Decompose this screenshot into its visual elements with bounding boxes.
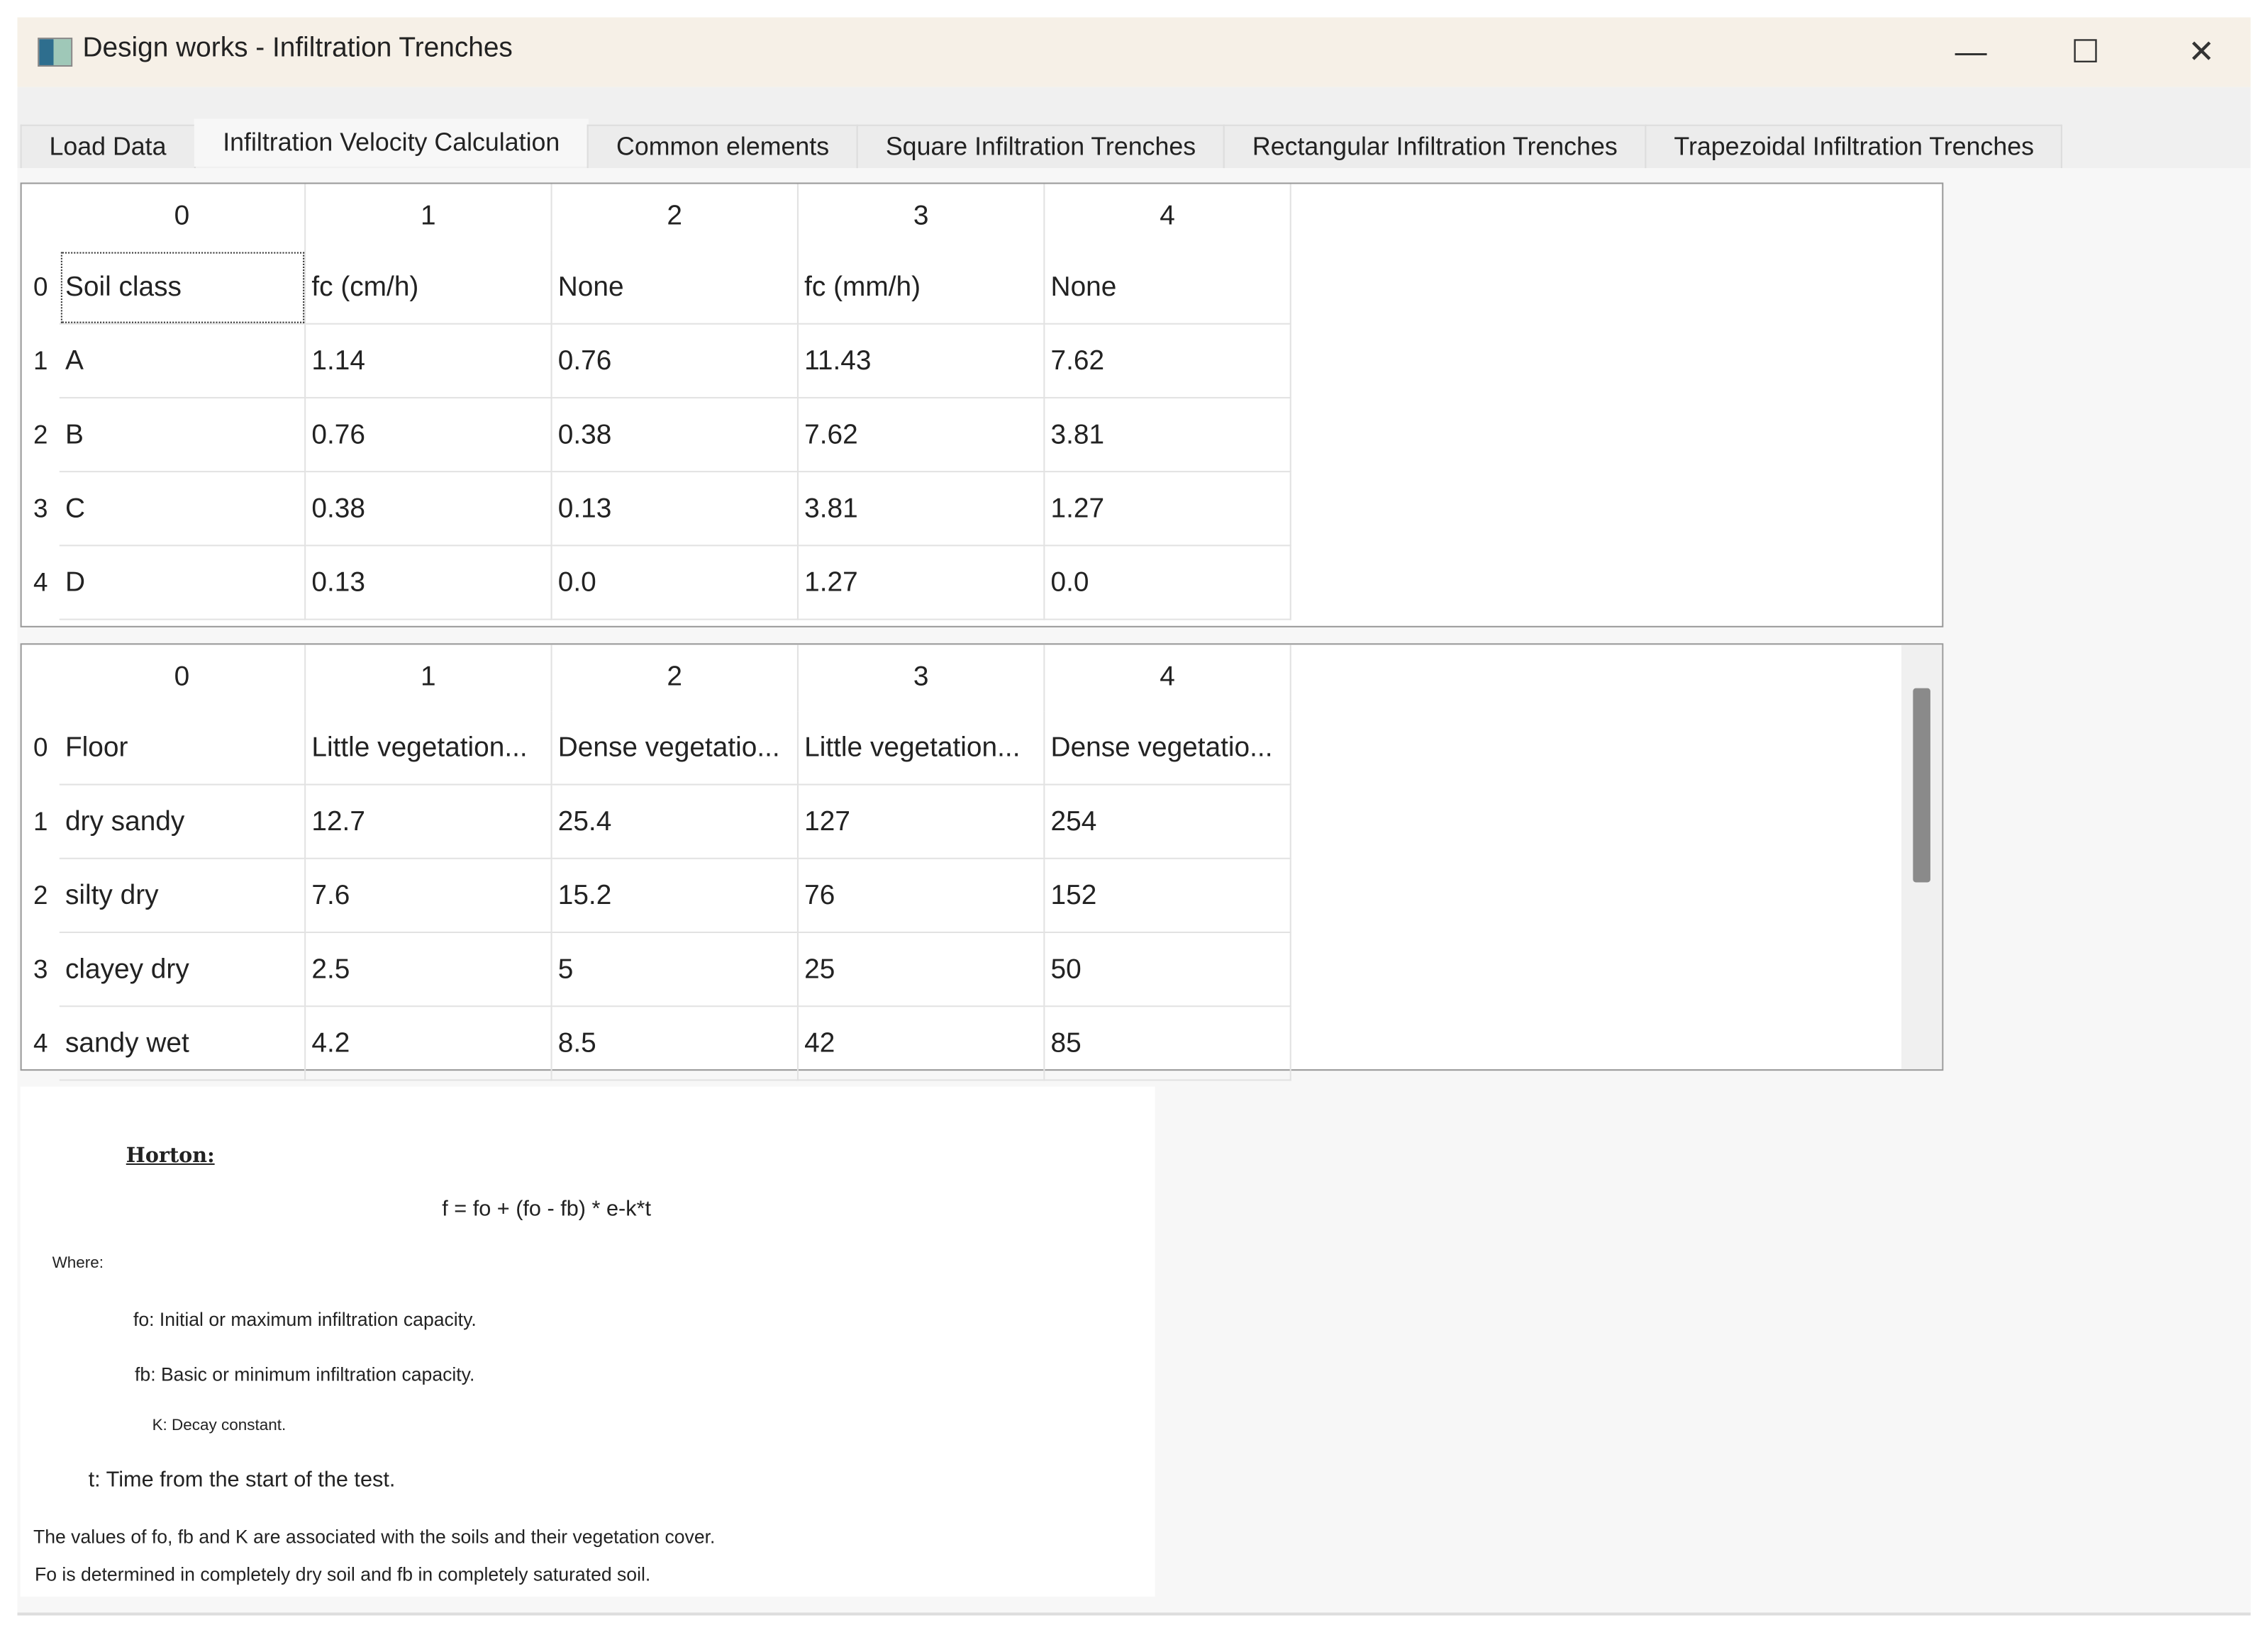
row-header[interactable]: 1 [33, 346, 48, 376]
window-title: Design works - Infiltration Trenches [82, 33, 513, 64]
k-definition: K: Decay constant. [152, 1417, 287, 1435]
table-cell[interactable]: 0.13 [552, 472, 799, 546]
table-cell[interactable]: None [1045, 251, 1291, 325]
fb-definition: fb: Basic or minimum infiltration capacity. [135, 1363, 475, 1385]
row-header[interactable]: 2 [33, 881, 48, 910]
note-values: The values of fo, fb and K are associated with the soils and their vegetation cover. [33, 1525, 716, 1548]
app-icon [38, 38, 72, 67]
tab-load-data[interactable]: Load Data [21, 125, 196, 168]
table-cell[interactable]: 15.2 [552, 859, 799, 933]
column-header[interactable]: 0 [60, 184, 306, 251]
table-cell[interactable]: clayey dry [60, 933, 306, 1007]
horton-equation-image [21, 1087, 1155, 1597]
table-cell[interactable]: 0.38 [306, 472, 552, 546]
table-cell[interactable]: fc (mm/h) [799, 251, 1045, 325]
divider [18, 1612, 2251, 1615]
table-row [22, 398, 1291, 472]
table-row [22, 472, 1291, 546]
column-header[interactable]: 1 [306, 184, 552, 251]
table-cell[interactable]: 2.5 [306, 933, 552, 1007]
where-label: Where: [52, 1254, 104, 1273]
table-row [22, 325, 1291, 398]
table-cell[interactable]: 0.0 [1045, 546, 1291, 620]
table-cell[interactable]: 0.13 [306, 546, 552, 620]
column-header[interactable]: 4 [1045, 184, 1291, 251]
table-cell[interactable]: Soil class [60, 251, 306, 325]
row-header[interactable]: 1 [33, 807, 48, 837]
corner-header [22, 644, 60, 711]
table-row [22, 859, 1291, 933]
table-cell[interactable]: 7.62 [1045, 325, 1291, 398]
table-cell[interactable]: 4.2 [306, 1007, 552, 1081]
table-cell[interactable]: D [60, 546, 306, 620]
tab-rectangular-trenches[interactable]: Rectangular Infiltration Trenches [1223, 125, 1647, 168]
table-cell[interactable]: Dense vegetatio... [1045, 711, 1291, 785]
row-header[interactable]: 4 [33, 568, 48, 597]
title-bar [18, 18, 2251, 87]
table-cell[interactable]: fc (cm/h) [306, 251, 552, 325]
soil-class-table[interactable] [21, 182, 1944, 627]
table-cell[interactable]: 127 [799, 786, 1045, 859]
horton-title: Horton: [126, 1144, 215, 1168]
scrollbar-thumb[interactable] [1913, 688, 1930, 883]
table-row [22, 711, 1291, 785]
tab-trapezoidal-trenches[interactable]: Trapezoidal Infiltration Trenches [1645, 125, 2063, 168]
tab-bar [21, 125, 2062, 168]
table-row [22, 251, 1291, 325]
table-cell[interactable]: Little vegetation... [306, 711, 552, 785]
table-cell[interactable]: 50 [1045, 933, 1291, 1007]
horton-formula: f = fo + (fo - fb) * e-k*t [442, 1196, 652, 1222]
table-cell[interactable]: silty dry [60, 859, 306, 933]
table-cell[interactable]: Little vegetation... [799, 711, 1045, 785]
floor-vegetation-table[interactable] [21, 643, 1944, 1071]
table-cell[interactable]: 1.27 [1045, 472, 1291, 546]
table-cell[interactable]: 0.0 [552, 546, 799, 620]
table-cell[interactable]: 25 [799, 933, 1045, 1007]
table-cell[interactable]: 0.76 [306, 398, 552, 472]
table-cell[interactable]: 152 [1045, 859, 1291, 933]
table-row [22, 786, 1291, 859]
column-header[interactable]: 3 [799, 644, 1045, 711]
table-cell[interactable]: Dense vegetatio... [552, 711, 799, 785]
table-cell[interactable]: 7.62 [799, 398, 1045, 472]
tab-common-elements[interactable]: Common elements [587, 125, 858, 168]
table-cell[interactable]: 0.38 [552, 398, 799, 472]
table-cell[interactable]: 85 [1045, 1007, 1291, 1081]
maximize-button[interactable]: ☐ [2071, 33, 2100, 70]
table-cell[interactable]: 42 [799, 1007, 1045, 1081]
table-row [22, 1007, 1291, 1081]
corner-header [22, 184, 60, 251]
table-cell[interactable]: 8.5 [552, 1007, 799, 1081]
table-cell[interactable]: 25.4 [552, 786, 799, 859]
table-row [22, 546, 1291, 620]
column-header[interactable]: 2 [552, 644, 799, 711]
column-header[interactable]: 2 [552, 184, 799, 251]
table-cell[interactable]: 76 [799, 859, 1045, 933]
column-header[interactable]: 0 [60, 644, 306, 711]
row-header[interactable]: 4 [33, 1028, 48, 1058]
table-cell[interactable]: dry sandy [60, 786, 306, 859]
row-header[interactable]: 0 [33, 272, 48, 302]
table-cell[interactable]: 1.14 [306, 325, 552, 398]
table-cell[interactable]: 5 [552, 933, 799, 1007]
row-header[interactable]: 2 [33, 420, 48, 450]
table-cell[interactable]: 3.81 [1045, 398, 1291, 472]
column-header[interactable]: 4 [1045, 644, 1291, 711]
row-header[interactable]: 0 [33, 733, 48, 762]
table-cell[interactable]: C [60, 472, 306, 546]
table-cell[interactable]: 12.7 [306, 786, 552, 859]
tab-square-trenches[interactable]: Square Infiltration Trenches [857, 125, 1225, 168]
row-header[interactable]: 3 [33, 493, 48, 523]
tab-infiltration-velocity[interactable]: Infiltration Velocity Calculation [194, 119, 589, 167]
table-cell[interactable]: 1.27 [799, 546, 1045, 620]
t-definition: t: Time from the start of the test. [88, 1468, 396, 1492]
table-cell[interactable]: 11.43 [799, 325, 1045, 398]
fo-definition: fo: Initial or maximum infiltration capacity. [133, 1308, 477, 1330]
column-header-row [22, 644, 1291, 711]
table-cell[interactable]: 7.6 [306, 859, 552, 933]
table-cell[interactable]: A [60, 325, 306, 398]
table-cell[interactable]: B [60, 398, 306, 472]
column-header[interactable]: 3 [799, 184, 1045, 251]
vertical-scrollbar[interactable] [1901, 644, 1942, 1069]
column-header[interactable]: 1 [306, 644, 552, 711]
table-cell[interactable]: None [552, 251, 799, 325]
close-button[interactable]: ✕ [2188, 33, 2215, 70]
table-cell[interactable]: Floor [60, 711, 306, 785]
table-row [22, 933, 1291, 1007]
table-cell[interactable]: 254 [1045, 786, 1291, 859]
table-cell[interactable]: 3.81 [799, 472, 1045, 546]
minimize-button[interactable]: — [1955, 33, 1987, 70]
note-fo-fb: Fo is determined in completely dry soil and fb in completely saturated soil. [35, 1563, 651, 1585]
column-header-row [22, 184, 1291, 251]
table-cell[interactable]: 0.76 [552, 325, 799, 398]
row-header[interactable]: 3 [33, 954, 48, 984]
table-cell[interactable]: sandy wet [60, 1007, 306, 1081]
